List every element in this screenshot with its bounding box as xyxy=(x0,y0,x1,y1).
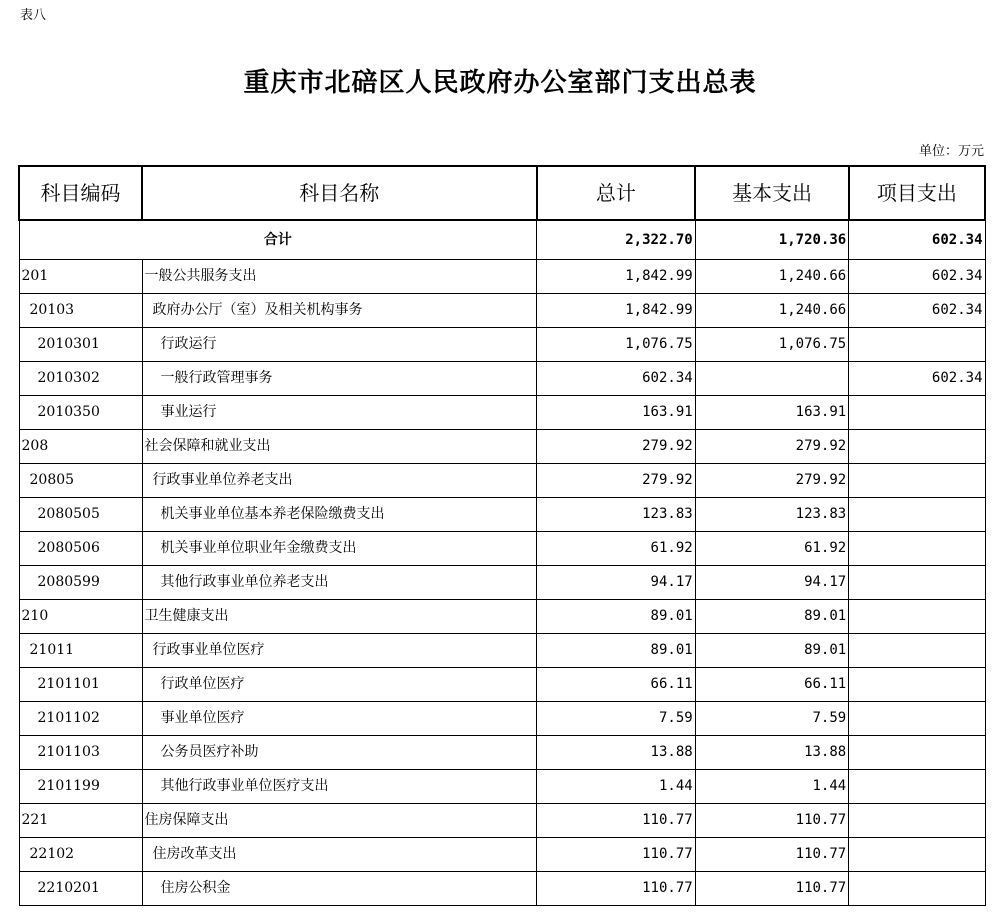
row-basic: 1,076.75 xyxy=(695,328,849,362)
table-row xyxy=(19,430,985,464)
row-total: 602.34 xyxy=(537,362,696,396)
table-row xyxy=(19,804,985,838)
row-basic xyxy=(695,362,849,396)
row-code: 2010350 xyxy=(19,396,142,430)
row-basic: 1,240.66 xyxy=(695,260,849,294)
row-project xyxy=(849,464,985,498)
row-total: 89.01 xyxy=(537,634,696,668)
row-total: 1,076.75 xyxy=(537,328,696,362)
row-total: 123.83 xyxy=(537,498,696,532)
row-code: 2010301 xyxy=(19,328,142,362)
table-row xyxy=(19,362,985,396)
table-row xyxy=(19,838,985,872)
row-code: 221 xyxy=(19,804,142,838)
table-row xyxy=(19,634,985,668)
table-row xyxy=(19,294,985,328)
row-name: 一般公共服务支出 xyxy=(142,260,537,294)
table-row xyxy=(19,736,985,770)
summary-project: 602.34 xyxy=(849,220,985,260)
row-project: 602.34 xyxy=(849,294,985,328)
row-basic: 123.83 xyxy=(695,498,849,532)
expenditure-table xyxy=(18,165,986,906)
row-basic: 110.77 xyxy=(695,804,849,838)
row-code: 210 xyxy=(19,600,142,634)
summary-label: 合计 xyxy=(19,220,537,260)
row-project xyxy=(849,838,985,872)
row-total: 1,842.99 xyxy=(537,294,696,328)
row-project xyxy=(849,872,985,906)
row-project xyxy=(849,430,985,464)
row-project xyxy=(849,770,985,804)
row-name: 事业运行 xyxy=(142,396,537,430)
table-row xyxy=(19,498,985,532)
row-basic: 110.77 xyxy=(695,838,849,872)
row-basic: 279.92 xyxy=(695,464,849,498)
row-total: 110.77 xyxy=(537,872,696,906)
row-project xyxy=(849,634,985,668)
table-row xyxy=(19,328,985,362)
header-basic: 基本支出 xyxy=(695,166,849,220)
table-row xyxy=(19,260,985,294)
row-name: 政府办公厅（室）及相关机构事务 xyxy=(142,294,537,328)
summary-row xyxy=(19,220,985,260)
row-basic: 7.59 xyxy=(695,702,849,736)
row-total: 61.92 xyxy=(537,532,696,566)
row-project xyxy=(849,600,985,634)
row-name: 其他行政事业单位医疗支出 xyxy=(142,770,537,804)
row-code: 20103 xyxy=(19,294,142,328)
row-basic: 1,240.66 xyxy=(695,294,849,328)
row-code: 2101102 xyxy=(19,702,142,736)
row-basic: 66.11 xyxy=(695,668,849,702)
header-code: 科目编码 xyxy=(19,166,142,220)
row-total: 89.01 xyxy=(537,600,696,634)
row-code: 208 xyxy=(19,430,142,464)
row-total: 163.91 xyxy=(537,396,696,430)
row-name: 卫生健康支出 xyxy=(142,600,537,634)
row-total: 279.92 xyxy=(537,430,696,464)
row-code: 2101103 xyxy=(19,736,142,770)
row-basic: 94.17 xyxy=(695,566,849,600)
row-code: 2210201 xyxy=(19,872,142,906)
table-row xyxy=(19,668,985,702)
row-code: 2101199 xyxy=(19,770,142,804)
header-project: 项目支出 xyxy=(849,166,985,220)
summary-total: 2,322.70 xyxy=(537,220,696,260)
row-name: 住房保障支出 xyxy=(142,804,537,838)
row-code: 21011 xyxy=(19,634,142,668)
page-title: 重庆市北碚区人民政府办公室部门支出总表 xyxy=(243,68,757,98)
row-code: 2010302 xyxy=(19,362,142,396)
row-code: 2080599 xyxy=(19,566,142,600)
row-code: 2080505 xyxy=(19,498,142,532)
table-row xyxy=(19,532,985,566)
row-basic: 163.91 xyxy=(695,396,849,430)
row-name: 一般行政管理事务 xyxy=(142,362,537,396)
unit-label: 单位：万元 xyxy=(918,144,984,159)
row-project: 602.34 xyxy=(849,260,985,294)
table-number: 表八 xyxy=(20,8,47,23)
row-basic: 279.92 xyxy=(695,430,849,464)
row-code: 20805 xyxy=(19,464,142,498)
table-row xyxy=(19,396,985,430)
header-row xyxy=(19,166,985,220)
row-total: 94.17 xyxy=(537,566,696,600)
summary-basic: 1,720.36 xyxy=(695,220,849,260)
row-project xyxy=(849,498,985,532)
row-basic: 110.77 xyxy=(695,872,849,906)
row-project xyxy=(849,532,985,566)
row-name: 行政运行 xyxy=(142,328,537,362)
row-total: 279.92 xyxy=(537,464,696,498)
row-name: 其他行政事业单位养老支出 xyxy=(142,566,537,600)
row-basic: 89.01 xyxy=(695,600,849,634)
row-basic: 89.01 xyxy=(695,634,849,668)
row-project xyxy=(849,702,985,736)
row-name: 公务员医疗补助 xyxy=(142,736,537,770)
row-basic: 61.92 xyxy=(695,532,849,566)
row-name: 机关事业单位职业年金缴费支出 xyxy=(142,532,537,566)
header-total: 总计 xyxy=(537,166,696,220)
row-project xyxy=(849,736,985,770)
row-total: 66.11 xyxy=(537,668,696,702)
row-project xyxy=(849,396,985,430)
row-project xyxy=(849,328,985,362)
row-name: 事业单位医疗 xyxy=(142,702,537,736)
row-code: 2080506 xyxy=(19,532,142,566)
row-total: 1,842.99 xyxy=(537,260,696,294)
row-name: 行政单位医疗 xyxy=(142,668,537,702)
table-row xyxy=(19,566,985,600)
table-row xyxy=(19,872,985,906)
row-name: 住房改革支出 xyxy=(142,838,537,872)
row-total: 110.77 xyxy=(537,804,696,838)
row-total: 1.44 xyxy=(537,770,696,804)
row-total: 7.59 xyxy=(537,702,696,736)
row-total: 13.88 xyxy=(537,736,696,770)
row-code: 201 xyxy=(19,260,142,294)
row-project xyxy=(849,566,985,600)
table-row xyxy=(19,702,985,736)
row-total: 110.77 xyxy=(537,838,696,872)
row-project xyxy=(849,668,985,702)
table-row xyxy=(19,464,985,498)
row-project xyxy=(849,804,985,838)
table-row xyxy=(19,600,985,634)
row-basic: 13.88 xyxy=(695,736,849,770)
row-project: 602.34 xyxy=(849,362,985,396)
row-basic: 1.44 xyxy=(695,770,849,804)
row-name: 行政事业单位医疗 xyxy=(142,634,537,668)
row-code: 22102 xyxy=(19,838,142,872)
row-name: 住房公积金 xyxy=(142,872,537,906)
row-code: 2101101 xyxy=(19,668,142,702)
row-name: 社会保障和就业支出 xyxy=(142,430,537,464)
header-name: 科目名称 xyxy=(142,166,537,220)
row-name: 机关事业单位基本养老保险缴费支出 xyxy=(142,498,537,532)
table-row xyxy=(19,770,985,804)
row-name: 行政事业单位养老支出 xyxy=(142,464,537,498)
